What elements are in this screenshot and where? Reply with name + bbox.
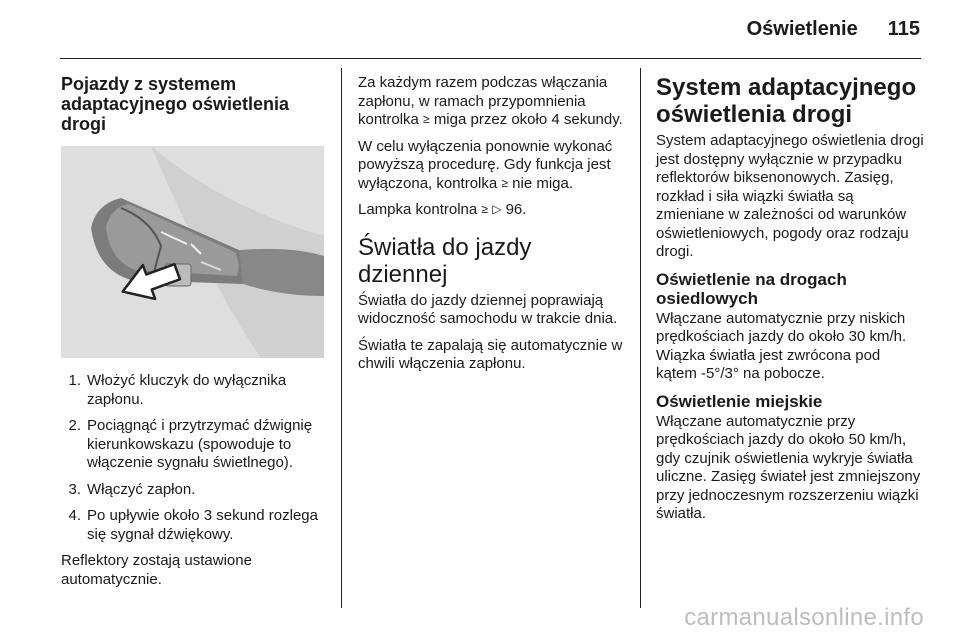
- section-title: Oświetlenie: [746, 18, 858, 40]
- page-reference-link[interactable]: 96.: [505, 201, 527, 218]
- page-reference-arrow-icon: ▷: [492, 202, 502, 216]
- after-steps-text: Reflektory zostają ustawione automatycznie.: [61, 552, 252, 588]
- column-divider-2: [640, 68, 641, 608]
- adaptive-system-text: System adaptacyjnego oświetlenia drogi jest dostępny wyłącznie w przypadku reflektorów biksenonowych. Zasięg, rozkład i siła wiązki światła są zmieniane w zależności od warunków oświetleniowych, pogody oraz rodzaju drogi.: [656, 132, 924, 260]
- adaptive-light-indicator-icon: ≥: [501, 175, 508, 190]
- list-item: 2. Pociągnąć i przytrzymać dźwignię kierunkowskazu (spowoduje to włączenie sygnału świetlnego).: [68, 417, 313, 471]
- column-divider-1: [341, 68, 342, 608]
- reminder-paragraph: Za każdym razem podczas włączania zapłonu, w ramach przypomnienia kontrolka ≥ miga przez około 4 sekundy.: [358, 74, 623, 128]
- daytime-lights-text-1: Światła do jazdy dziennej poprawiają widoczność samochodu w trakcie dnia.: [358, 291, 618, 327]
- adaptive-light-indicator-icon: ≥: [481, 202, 489, 216]
- residential-lighting-text: Włączane automatycznie przy niskich prędkościach jazdy do około 30 km/h. Wiązka światła jest zwrócona pod kątem -5°/3° na pobocze.: [656, 309, 907, 382]
- turn-signal-lever-illustration: [61, 146, 324, 358]
- list-item: 1. Włożyć kluczyk do wyłącznika zapłonu.: [68, 372, 287, 408]
- disable-paragraph: W celu wyłączenia ponownie wykonać powyższą procedurę. Gdy funkcja jest wyłączona, kontrolka ≥ nie miga.: [358, 137, 613, 192]
- lever-drawing: [61, 146, 324, 358]
- watermark: carmanualsonline.info: [684, 604, 924, 631]
- daytime-lights-text-2: Światła te zapalają się automatycznie w chwili włączenia zapłonu.: [358, 336, 623, 372]
- adaptive-light-indicator-icon: ≥: [423, 112, 430, 126]
- list-item: 4. Po upływie około 3 sekund rozlega się sygnał dźwiękowy.: [68, 507, 318, 543]
- column-1: [61, 74, 327, 597]
- adaptive-system-heading: System adaptacyjnego oświetlenia drogi: [656, 74, 917, 128]
- indicator-reference: Lampka kontrolna ≥ ▷ 96.: [358, 201, 527, 218]
- list-item: 3. Włączyć zapłon.: [68, 480, 196, 498]
- residential-lighting-heading: Oświetlenie na drogach osiedlowych: [656, 269, 847, 308]
- column-2: [358, 74, 626, 382]
- city-lighting-text: Włączane automatycznie przy prędkościach jazdy do około 50 km/h, gdy czujnik oświetlenia wykryje światła uliczne. Zasięg świateł jest zmniejszony przy jednoczesnym rozszerzeniu wiązki światła.: [656, 412, 921, 522]
- page-number: 115: [887, 18, 920, 40]
- vehicles-heading: Pojazdy z systemem adaptacyjnego oświetlenia drogi: [61, 74, 290, 134]
- daytime-lights-heading: Światła do jazdy dziennej: [358, 233, 532, 288]
- procedure-steps: [61, 372, 327, 544]
- column-3: [656, 74, 924, 532]
- page-header: [747, 18, 920, 41]
- city-lighting-heading: Oświetlenie miejskie: [656, 391, 823, 411]
- header-divider: [60, 58, 921, 59]
